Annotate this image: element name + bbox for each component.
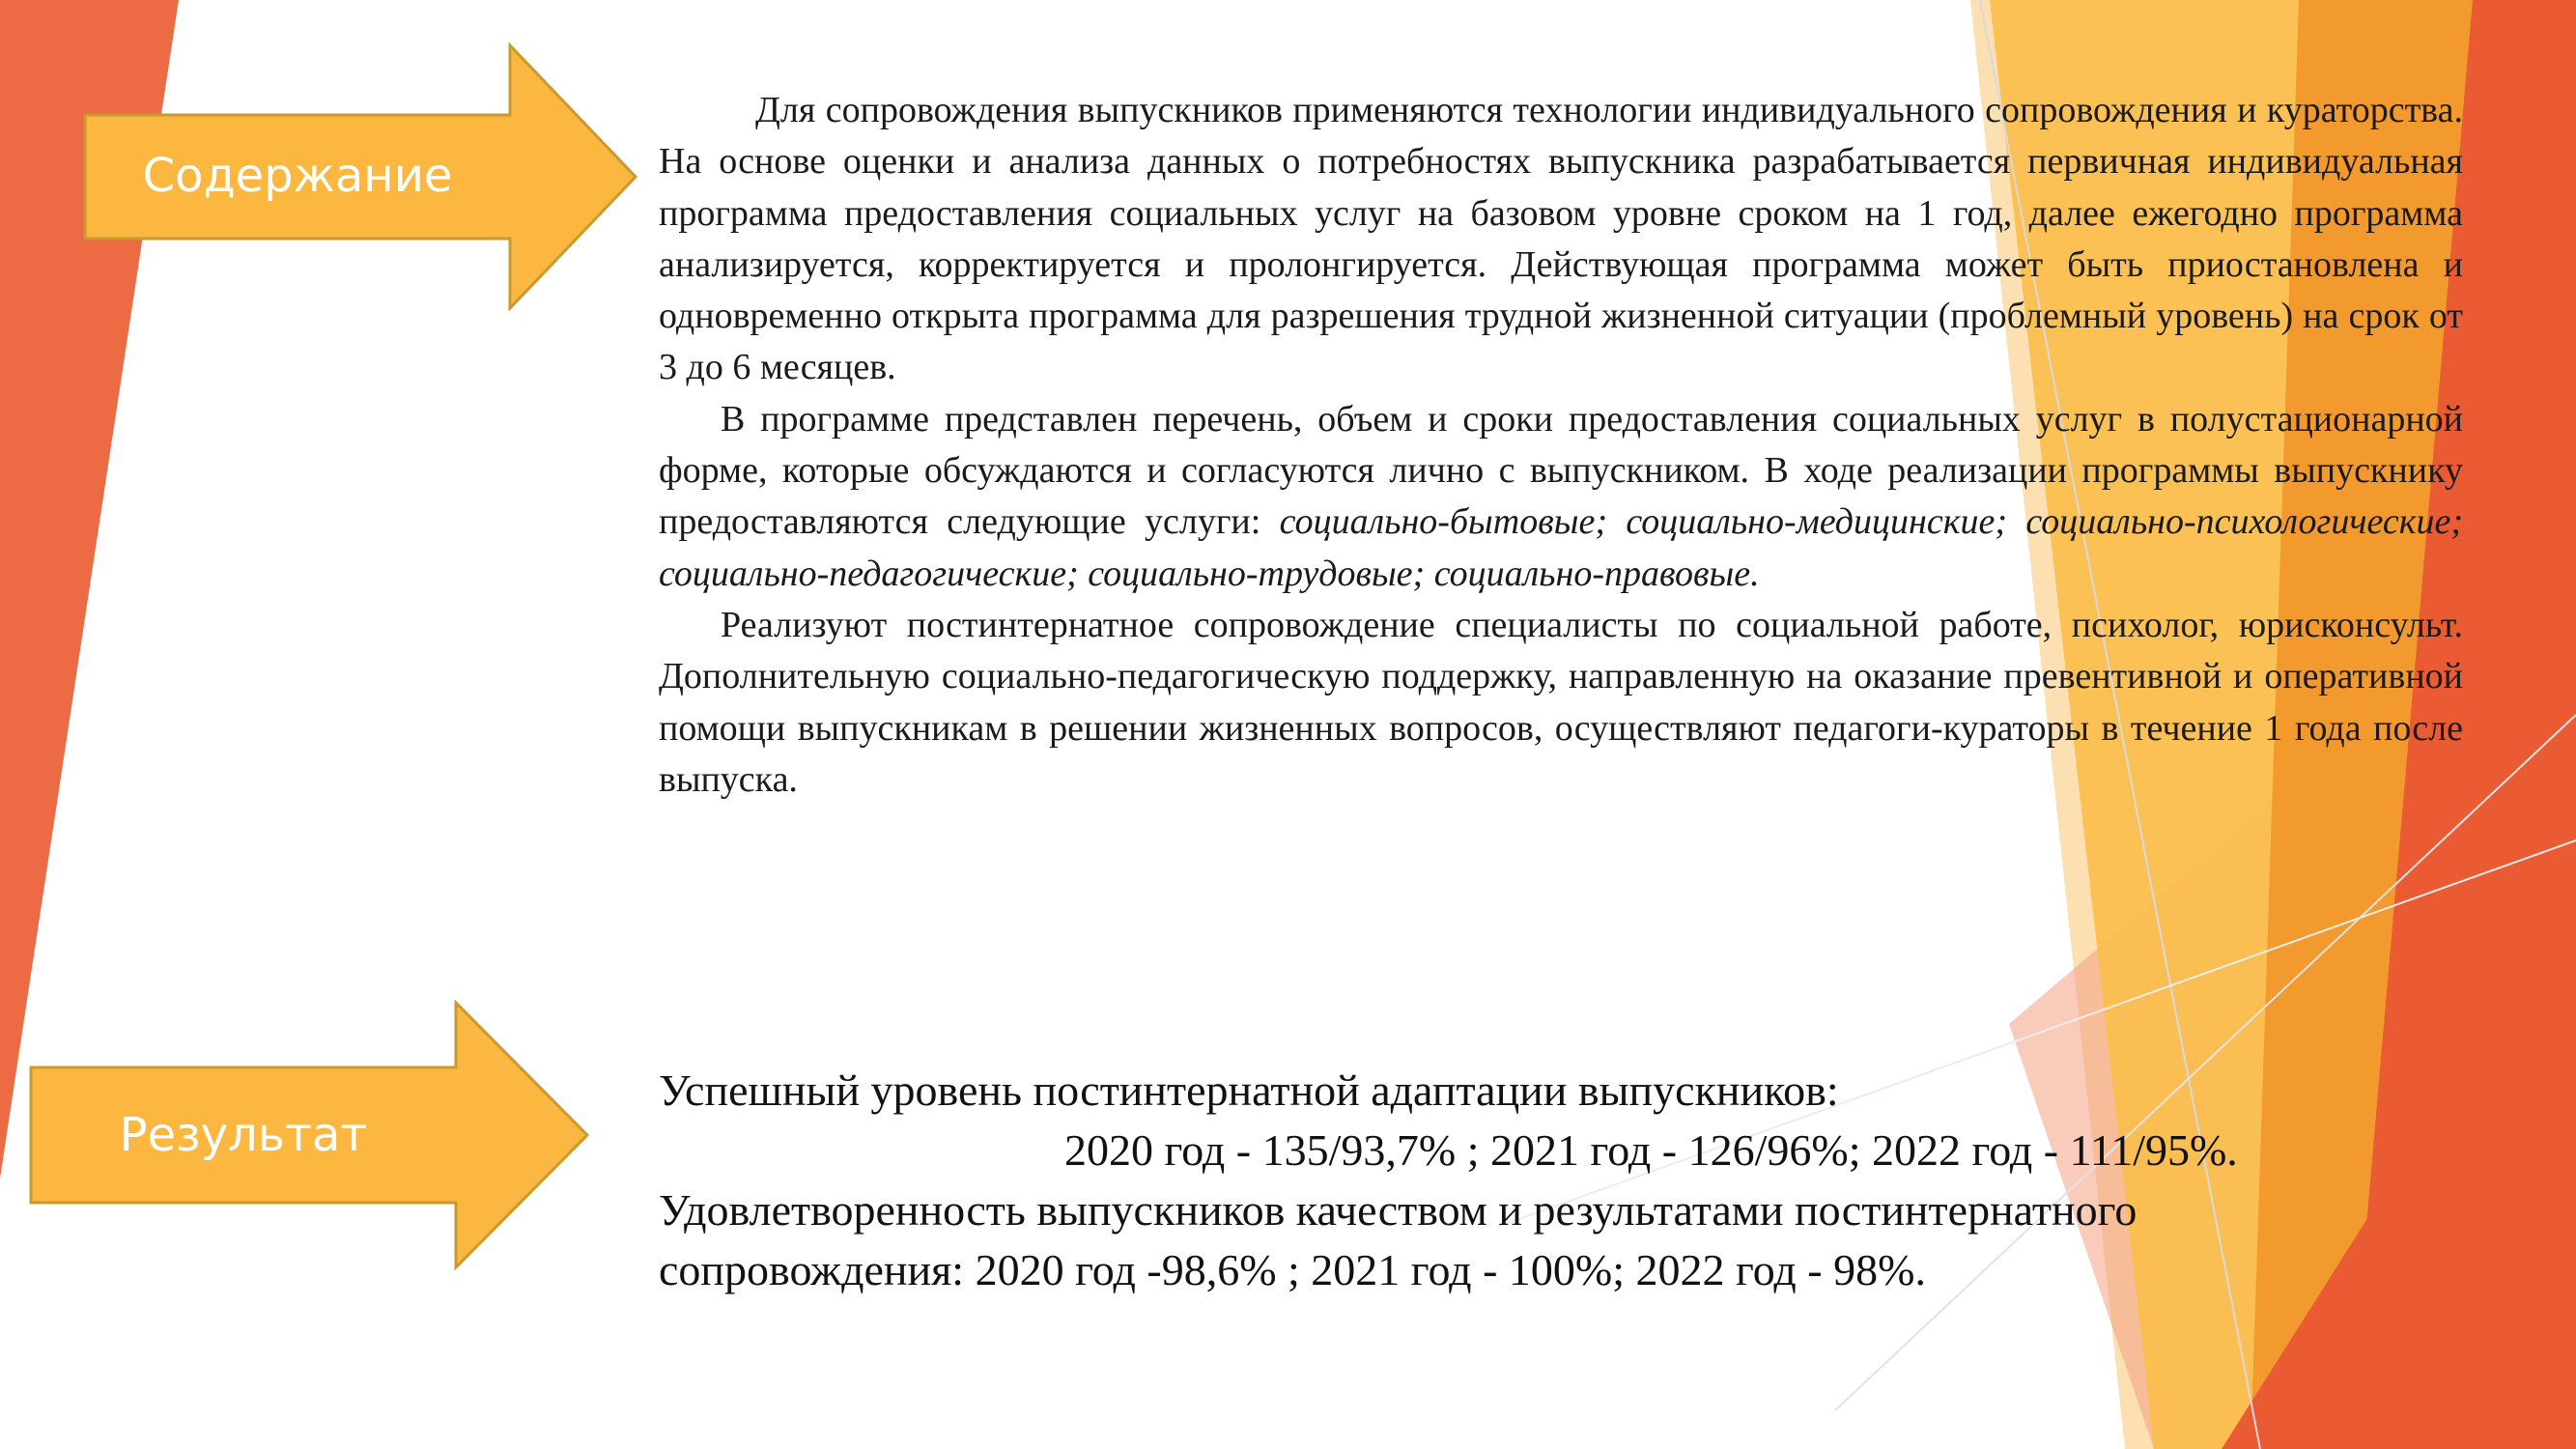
- result-line-4: сопровождения: 2020 год -98,6% ; 2021 год - 100%; 2022 год - 98%.: [659, 1245, 1926, 1294]
- content-paragraph-2: [659, 394, 2463, 600]
- content-paragraph-3: Реализуют постинтернатное сопровождение специалисты по социальной работе, психолог, юрисконсульт. Дополнительную социально-педагогическую поддержку, направленную на оказание превентивной и оперативной помощи выпускникам в решении жизненных вопросов, осуществляют педагоги-кураторы в течение 1 года после выпуска.: [659, 604, 2463, 800]
- result-line-3: Удовлетворенность выпускников качеством и результатами постинтернатного: [659, 1185, 2137, 1235]
- content-arrow-label: Содержание: [142, 149, 453, 203]
- content-text: [659, 85, 2463, 806]
- result-arrow-label: Результат: [119, 1108, 368, 1162]
- content-paragraph-1: Для сопровождения выпускников применяются технологии индивидуального сопровождения и кураторства. На основе оценки и анализа данных о потребностях выпускника разрабатывается первичная индивидуальная программа предоставления социальных услуг на базовом уровне сроком на 1 год, далее ежегодно программа анализируется, корректируется и пролонгируется. Действующая программа может быть приостановлена и одновременно открыта программа для разрешения трудной жизненной ситуации (проблемный уровень) на срок от 3 до 6 месяцев.: [659, 90, 2463, 388]
- result-line-1: Успешный уровень постинтернатной адаптации выпускников:: [659, 1065, 1839, 1115]
- result-line-2: 2020 год - 135/93,7% ; 2021 год - 126/96%; 2022 год - 111/95%.: [1064, 1125, 2238, 1175]
- content-paragraph-2-lead: В программе представлен перечень, объем и сроки предоставления социальных услуг в полустационарной форме, которые обсуждаются и согласуются лично с выпускником. В ходе реализации программы выпускнику предоставляются следующие услуги:: [659, 398, 2463, 543]
- result-text: [659, 1061, 2494, 1300]
- content-paragraph-2-services: социально-бытовые; социально-медицинские; социально-психологические; социально-педагогические; социально-трудовые; социально-правовые.: [659, 501, 2463, 594]
